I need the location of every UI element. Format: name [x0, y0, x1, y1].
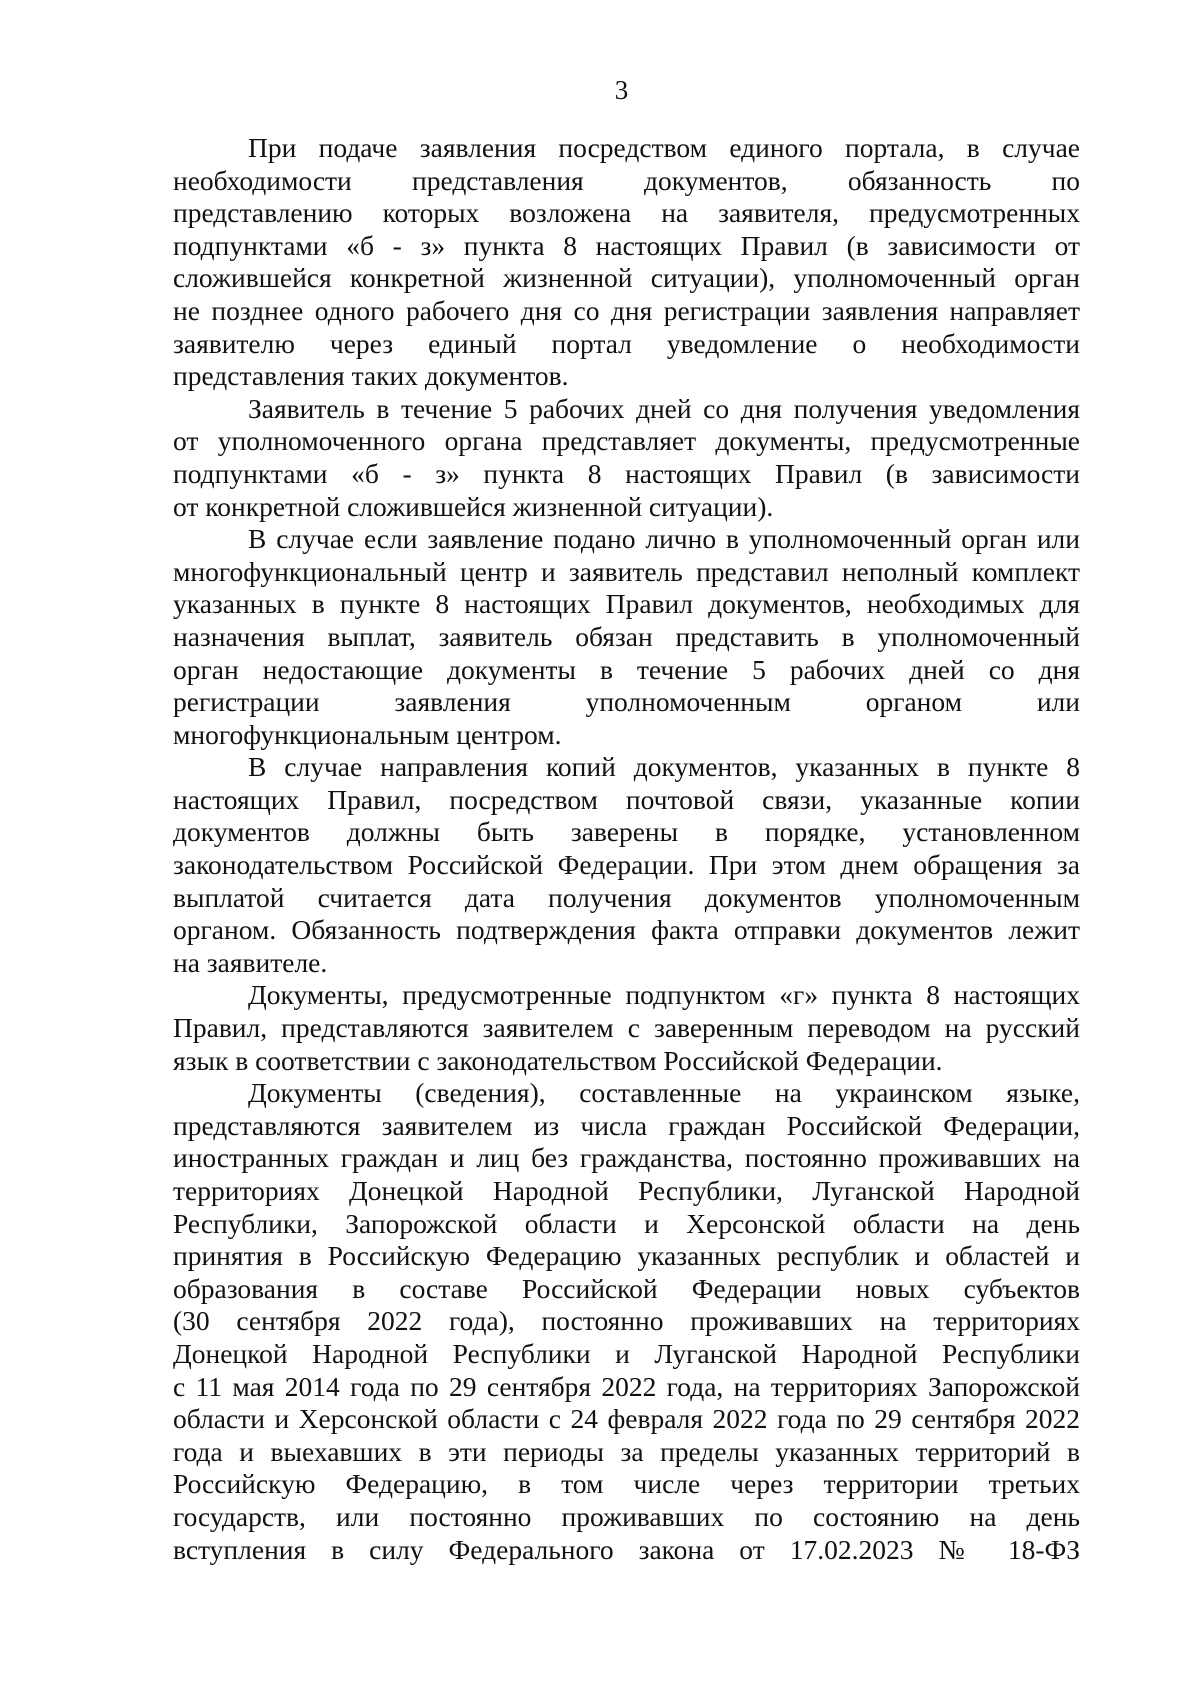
- text-line: орган недостающие документы в течение 5 рабочих дней со дня: [173, 653, 1080, 685]
- text-line: язык в соответствии с законодательством Российской Федерации.: [173, 1044, 943, 1076]
- text-line: территориях Донецкой Народной Республики, Луганской Народной: [173, 1175, 1080, 1206]
- text-line: государств, или постоянно проживавших по состоянию на день: [173, 1500, 1080, 1532]
- text-line: многофункциональный центр и заявитель представил неполный комплект: [173, 555, 1080, 587]
- text-line: области и Херсонской области с 24 февраля 2022 года по 29 сентября 2022: [173, 1403, 1080, 1435]
- text-line: образования в составе Российской Федерации новых субъектов: [173, 1272, 1080, 1304]
- text-line: назначения выплат, заявитель обязан представить в уполномоченный: [173, 620, 1080, 652]
- paragraph: [173, 979, 1080, 1077]
- text-line: Заявитель в течение 5 рабочих дней со дня получения уведомления: [248, 392, 1080, 424]
- paragraph: [173, 132, 1080, 393]
- text-line: от конкретной сложившейся жизненной ситуации).: [173, 490, 774, 522]
- paragraph: [173, 751, 1080, 979]
- text-line: Российскую Федерацию, в том числе через территории третьих: [173, 1468, 1080, 1500]
- page-number: 3: [614, 75, 629, 105]
- text-line: В случае направления копий документов, указанных в пункте 8: [248, 751, 1080, 783]
- text-line: представляются заявителем из числа граждан Российской Федерации,: [173, 1109, 1080, 1141]
- document-body: [173, 132, 1080, 1566]
- text-line: с 11 мая 2014 года по 29 сентября 2022 года, на территориях Запорожской: [173, 1370, 1080, 1402]
- text-line: иностранных граждан и лиц без гражданства, постоянно проживавших на: [173, 1142, 1080, 1174]
- text-line: регистрации заявления уполномоченным органом или: [173, 686, 1080, 718]
- paragraph: [173, 393, 1080, 523]
- text-line: необходимости представления документов, обязанность по: [173, 164, 1080, 196]
- text-line: представлению которых возложена на заявителя, предусмотренных: [173, 197, 1080, 229]
- text-line: подпунктами «б - з» пункта 8 настоящих Правил (в зависимости: [173, 457, 1080, 489]
- text-line: принятия в Российскую Федерацию указанных республик и областей и: [173, 1240, 1080, 1272]
- text-line: Правил, представляются заявителем с заверенным переводом на русский: [173, 1012, 1080, 1044]
- text-line: вступления в силу Федерального закона от 17.02.2023 № 18-ФЗ: [173, 1533, 1080, 1565]
- text-line: В случае если заявление подано лично в уполномоченный орган или: [248, 523, 1080, 555]
- text-line: года и выехавших в эти периоды за пределы указанных территорий в: [173, 1435, 1080, 1467]
- paragraph: [173, 1077, 1080, 1566]
- text-line: Республики, Запорожской области и Херсонской области на день: [173, 1207, 1080, 1239]
- text-line: представления таких документов.: [173, 360, 569, 392]
- text-line: настоящих Правил, посредством почтовой связи, указанные копии: [173, 783, 1080, 815]
- text-line: законодательством Российской Федерации. При этом днем обращения за: [173, 849, 1080, 881]
- text-line: (30 сентября 2022 года), постоянно проживавших на территориях: [173, 1305, 1080, 1337]
- text-line: органом. Обязанность подтверждения факта отправки документов лежит: [173, 914, 1080, 946]
- text-line: сложившейся конкретной жизненной ситуации), уполномоченный орган: [173, 262, 1080, 294]
- text-line: не позднее одного рабочего дня со дня регистрации заявления направляет: [173, 294, 1080, 326]
- text-line: документов должны быть заверены в порядке, установленном: [173, 816, 1080, 848]
- text-line: указанных в пункте 8 настоящих Правил документов, необходимых для: [173, 588, 1080, 620]
- text-line: выплатой считается дата получения документов уполномоченным: [173, 881, 1080, 913]
- text-line: Документы (сведения), составленные на украинском языке,: [248, 1077, 1080, 1109]
- text-line: подпунктами «б - з» пункта 8 настоящих Правил (в зависимости от: [173, 229, 1080, 261]
- text-line: на заявителе.: [173, 946, 328, 978]
- text-line: Донецкой Народной Республики и Луганской Народной Республики: [173, 1337, 1080, 1369]
- text-line: При подаче заявления посредством единого портала, в случае: [248, 132, 1080, 163]
- text-line: от уполномоченного органа представляет документы, предусмотренные: [173, 425, 1080, 457]
- paragraph: [173, 523, 1080, 751]
- text-line: Документы, предусмотренные подпунктом «г» пункта 8 настоящих: [248, 979, 1080, 1011]
- text-line: заявителю через единый портал уведомление о необходимости: [173, 327, 1080, 359]
- text-line: многофункциональным центром.: [173, 718, 562, 750]
